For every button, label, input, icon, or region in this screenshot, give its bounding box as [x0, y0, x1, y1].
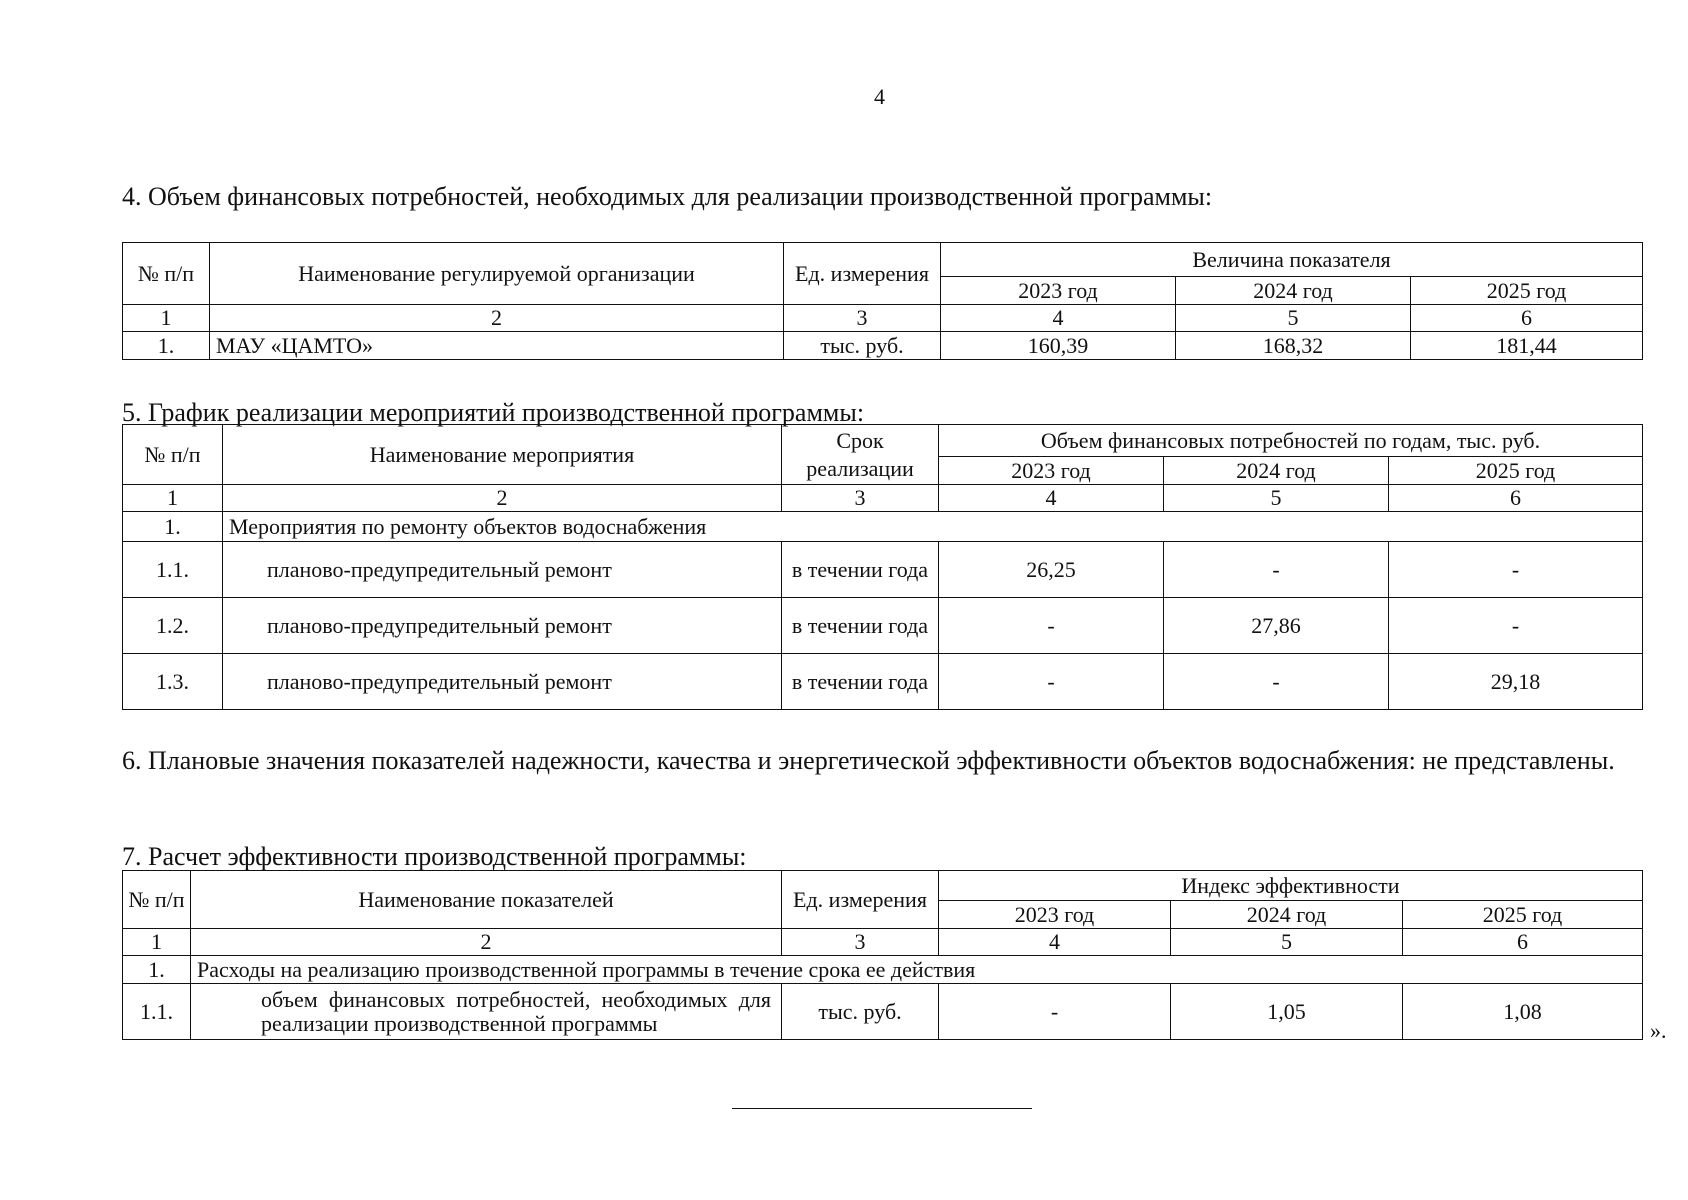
header-year: 2023 год [939, 901, 1171, 929]
col-number: 4 [939, 929, 1171, 956]
col-number: 2 [210, 305, 784, 332]
value-2023: 26,25 [939, 542, 1164, 598]
table-row [123, 542, 1643, 598]
header-year: 2023 год [939, 457, 1164, 485]
section4-heading: 4. Объем финансовых потребностей, необходимых для реализации производственной программы: [122, 182, 1213, 211]
section5-heading: 5. График реализации мероприятий производственной программы: [122, 398, 865, 427]
bottom-divider [732, 1108, 1032, 1109]
row-num: 1.2. [123, 598, 223, 654]
col-number: 5 [1164, 485, 1389, 512]
header-num: № п/п [123, 243, 210, 305]
unit: тыс. руб. [782, 984, 939, 1040]
value-2024: 168,32 [1176, 332, 1411, 360]
col-number: 6 [1411, 305, 1643, 332]
value-2025: - [1389, 598, 1643, 654]
header-group: Объем финансовых потребностей по годам, тыс. руб. [939, 425, 1643, 457]
header-num: № п/п [123, 425, 223, 485]
col-number: 2 [223, 485, 782, 512]
col-number: 4 [939, 485, 1164, 512]
header-group: Индекс эффективности [939, 871, 1643, 901]
header-org: Наименование регулируемой организации [210, 243, 784, 305]
header-name: Наименование мероприятия [223, 425, 782, 485]
value-2023: - [939, 598, 1164, 654]
row-num: 1. [123, 332, 210, 360]
col-number: 3 [782, 485, 939, 512]
activity-name: планово-предупредительный ремонт [223, 542, 782, 598]
row-num: 1.3. [123, 654, 223, 710]
row-num: 1.1. [123, 542, 223, 598]
col-number: 6 [1403, 929, 1643, 956]
header-term: Срок реализации [782, 425, 939, 485]
col-number: 1 [123, 485, 223, 512]
term: в течении года [782, 654, 939, 710]
activity-name: планово-предупредительный ремонт [223, 598, 782, 654]
header-year: 2024 год [1171, 901, 1403, 929]
activity-name: планово-предупредительный ремонт [223, 654, 782, 710]
section6-text: 6. Плановые значения показателей надежности, качества и энергетической эффективности объектов водоснабжения: не представлены. [122, 746, 1615, 775]
value-2025: 1,08 [1403, 984, 1643, 1040]
value-2024: 27,86 [1164, 598, 1389, 654]
col-number: 5 [1176, 305, 1411, 332]
col-number: 4 [941, 305, 1176, 332]
group-name: Расходы на реализацию производственной программы в течение срока ее действия [191, 956, 1643, 984]
header-num: № п/п [123, 871, 191, 929]
value-2023: - [939, 984, 1171, 1040]
group-name: Мероприятия по ремонту объектов водоснабжения [223, 512, 1643, 542]
col-number: 3 [782, 929, 939, 956]
row-num: 1. [123, 956, 191, 984]
value-2023: - [939, 654, 1164, 710]
value-2025: - [1389, 542, 1643, 598]
table-row [123, 598, 1643, 654]
row-num: 1.1. [123, 984, 191, 1040]
closing-quote-mark: ». [1650, 1018, 1667, 1043]
col-number: 1 [123, 929, 191, 956]
unit: тыс. руб. [784, 332, 941, 360]
row-num: 1. [123, 512, 223, 542]
header-group: Величина показателя [941, 243, 1643, 277]
header-unit: Ед. измерения [782, 871, 939, 929]
table-row [123, 984, 1643, 1040]
table-row [123, 332, 1643, 360]
section5-table [122, 424, 1643, 710]
col-number: 6 [1389, 485, 1643, 512]
value-2024: 1,05 [1171, 984, 1403, 1040]
header-year: 2025 год [1411, 277, 1643, 305]
header-year: 2024 год [1176, 277, 1411, 305]
table-row [123, 654, 1643, 710]
col-number: 2 [191, 929, 782, 956]
page-number: 4 [874, 84, 885, 109]
section7-heading: 7. Расчет эффективности производственной программы: [122, 842, 747, 871]
header-year: 2024 год [1164, 457, 1389, 485]
indicator-name: объем финансовых потребностей, необходимых для реализации производственной программы [191, 984, 782, 1040]
header-year: 2025 год [1403, 901, 1643, 929]
header-name: Наименование показателей [191, 871, 782, 929]
value-2024: - [1164, 654, 1389, 710]
col-number: 3 [784, 305, 941, 332]
col-number: 5 [1171, 929, 1403, 956]
value-2025: 29,18 [1389, 654, 1643, 710]
term: в течении года [782, 598, 939, 654]
value-2025: 181,44 [1411, 332, 1643, 360]
section7-table [122, 870, 1643, 1040]
value-2023: 160,39 [941, 332, 1176, 360]
term: в течении года [782, 542, 939, 598]
section4-table [122, 242, 1643, 360]
header-year: 2023 год [941, 277, 1176, 305]
org-name: МАУ «ЦАМТО» [210, 332, 784, 360]
value-2024: - [1164, 542, 1389, 598]
col-number: 1 [123, 305, 210, 332]
group-row [123, 956, 1643, 984]
group-row [123, 512, 1643, 542]
header-year: 2025 год [1389, 457, 1643, 485]
header-unit: Ед. измерения [784, 243, 941, 305]
